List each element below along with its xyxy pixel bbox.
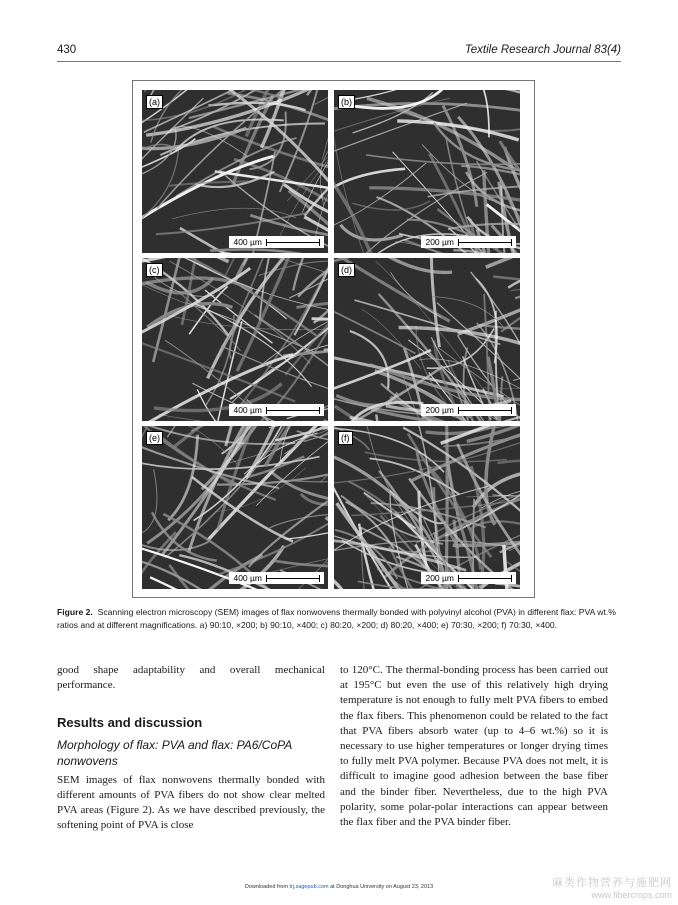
sem-panel-c (142, 258, 328, 421)
panel-label: (c) (146, 263, 163, 277)
panel-label: (e) (146, 431, 163, 445)
footer-suffix: at Donghua University on August 23, 2013 (328, 884, 434, 890)
running-header (57, 44, 621, 62)
scale-bar (229, 404, 324, 416)
panel-label: (a) (146, 95, 163, 109)
sem-image-c (142, 258, 328, 421)
scale-bar (229, 236, 324, 248)
scale-bar (421, 404, 516, 416)
scale-label: 200 µm (425, 405, 454, 415)
sem-image-f (334, 426, 520, 589)
scale-label: 400 µm (233, 237, 262, 247)
figure-caption (57, 606, 621, 632)
paragraph: good shape adaptability and overall mechanical performance. (57, 664, 325, 692)
panel-label: (b) (338, 95, 355, 109)
figure-2 (132, 80, 535, 598)
page-number: 430 (57, 44, 77, 56)
scale-bar (421, 236, 516, 248)
header-rule (57, 61, 621, 62)
footer-link[interactable]: trj.sagepub.com (289, 884, 329, 890)
scale-label: 200 µm (425, 237, 454, 247)
sem-image-e (142, 426, 328, 589)
sem-panel-d (334, 258, 520, 421)
caption-label: Figure 2. (57, 607, 93, 617)
watermark-line-1: 麻类作物营养与施肥网 (552, 877, 672, 889)
scale-bar (229, 572, 324, 584)
journal-title: Textile Research Journal 83(4) (464, 44, 621, 56)
footer-prefix: Downloaded from (244, 884, 290, 890)
sem-panel-a (142, 90, 328, 253)
left-column (57, 663, 325, 833)
panel-label: (d) (338, 263, 355, 277)
caption-text: Scanning electron microscopy (SEM) images of flax nonwovens thermally bonded with polyvinyl alcohol (PVA) in different flax: PVA wt.% ratios and at different magnifications. a) 90:10, ×200; b) 90:10, ×400; c) 80:20, ×200; d) 80:20, ×400; e) 70:30, ×200; f) 70:30, ×400. (57, 607, 616, 630)
sem-panel-e (142, 426, 328, 589)
watermark-line-2: www.fibercrops.com (591, 890, 672, 900)
scale-label: 200 µm (425, 573, 454, 583)
sem-image-d (334, 258, 520, 421)
sem-panel-f (334, 426, 520, 589)
section-heading: Results and discussion (57, 715, 203, 731)
subsection-heading: Morphology of flax: PVA and flax: PA6/CoPA nonwovens (57, 737, 292, 768)
scale-label: 400 µm (233, 573, 262, 583)
scale-label: 400 µm (233, 405, 262, 415)
paragraph: SEM images of flax nonwovens thermally bonded with different amounts of PVA fibers do not show clear melted PVA areas (Figure 2). As we have described previously, the softening point of PVA is close (57, 773, 325, 832)
scale-bar (421, 572, 516, 584)
panel-label: (f) (338, 431, 353, 445)
right-column (340, 663, 608, 830)
watermark (552, 877, 672, 901)
sem-image-b (334, 90, 520, 253)
sem-image-a (142, 90, 328, 253)
paragraph: to 120°C. The thermal-bonding process has been carried out at 195°C but even the use of this relatively high drying temperature is not enough to fully melt PVA fibers to embed the flax fibers. This phenomenon could be related to the fact that PVA fibers absorb water (up to 4–6 wt.%) so it is necessary to use higher temperatures or longer drying times to fully melt PVA polymer. Because PVA does not melt, it is difficult to imagine good adhesion between the base fiber and the binder fiber. Nevertheless, due to the high PVA polarity, some polar-polar interactions can appear between the flax fiber and the PVA binder fiber. (340, 664, 608, 829)
sem-panel-b (334, 90, 520, 253)
